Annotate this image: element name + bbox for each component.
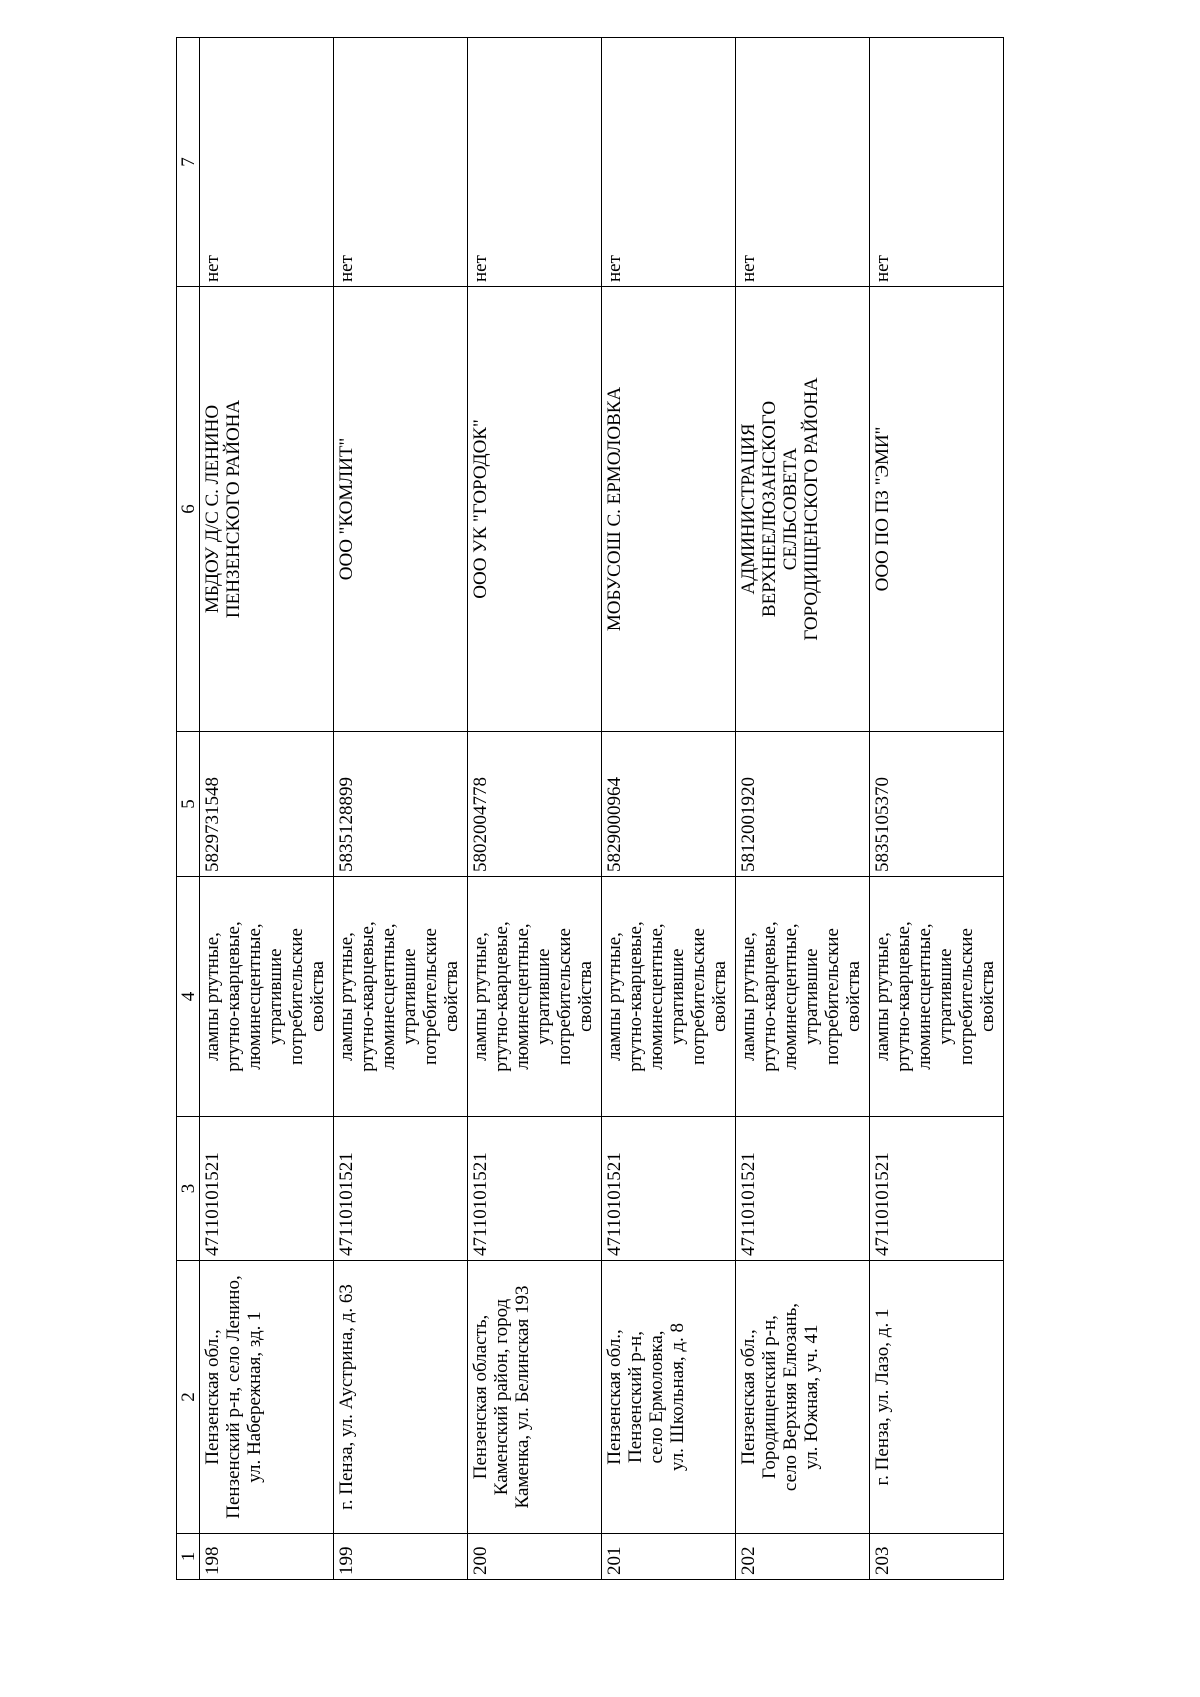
waste-name-cell: лампы ртутные, ртутно-кварцевые, люминесцентные, утратившие потребительские свойства [468, 877, 602, 1117]
row-number: 202 [736, 1534, 870, 1580]
organization-cell: ООО "КОМЛИТ" [334, 287, 468, 732]
waste-name-cell: лампы ртутные, ртутно-кварцевые, люминесцентные, утратившие потребительские свойства [736, 877, 870, 1117]
waste-code-cell: 47110101521 [602, 1117, 736, 1261]
organization-cell: ООО УК "ГОРОДОК" [468, 287, 602, 732]
organization-cell: ООО ПО ПЗ "ЭМИ" [870, 287, 1004, 732]
header-cell: 7 [177, 38, 200, 287]
table-row [870, 38, 1004, 1580]
col7-cell: нет [602, 38, 736, 287]
header-cell: 4 [177, 877, 200, 1117]
waste-code-cell: 47110101521 [200, 1117, 334, 1261]
header-cell: 3 [177, 1117, 200, 1261]
organization-cell: МБДОУ Д/С С. ЛЕНИНО ПЕНЗЕНСКОГО РАЙОНА [200, 287, 334, 732]
address-cell: г. Пенза, ул. Лазо, д. 1 [870, 1261, 1004, 1534]
inn-cell: 5812001920 [736, 732, 870, 877]
inn-cell: 5802004778 [468, 732, 602, 877]
table-row [736, 38, 870, 1580]
address-cell: Пензенская область, Каменский район, город Каменка, ул. Белинская 193 [468, 1261, 602, 1534]
inn-cell: 5835105370 [870, 732, 1004, 877]
inn-cell: 5829000964 [602, 732, 736, 877]
rotated-table-container [176, 38, 1004, 1580]
table-row [334, 38, 468, 1580]
header-cell: 2 [177, 1261, 200, 1534]
waste-code-cell: 47110101521 [468, 1117, 602, 1261]
address-cell: Пензенская обл., Пензенский р-н, село Ленино, ул. Набережная, зд. 1 [200, 1261, 334, 1534]
col7-cell: нет [200, 38, 334, 287]
table-row [468, 38, 602, 1580]
waste-name-cell: лампы ртутные, ртутно-кварцевые, люминесцентные, утратившие потребительские свойства [870, 877, 1004, 1117]
waste-name-cell: лампы ртутные, ртутно-кварцевые, люминесцентные, утратившие потребительские свойства [334, 877, 468, 1117]
header-cell: 6 [177, 287, 200, 732]
col7-cell: нет [468, 38, 602, 287]
header-cell: 1 [177, 1534, 200, 1580]
row-number: 199 [334, 1534, 468, 1580]
organization-cell: МОБУСОШ С. ЕРМОЛОВКА [602, 287, 736, 732]
row-number: 198 [200, 1534, 334, 1580]
row-number: 201 [602, 1534, 736, 1580]
inn-cell: 5835128899 [334, 732, 468, 877]
waste-name-cell: лампы ртутные, ртутно-кварцевые, люминесцентные, утратившие потребительские свойства [200, 877, 334, 1117]
header-cell: 5 [177, 732, 200, 877]
address-cell: Пензенская обл., Городищенский р-н, село Верхняя Елюзань, ул. Южная, уч. 41 [736, 1261, 870, 1534]
row-number: 200 [468, 1534, 602, 1580]
address-cell: г. Пенза, ул. Аустрина, д. 63 [334, 1261, 468, 1534]
waste-code-cell: 47110101521 [334, 1117, 468, 1261]
waste-name-cell: лампы ртутные, ртутно-кварцевые, люминесцентные, утратившие потребительские свойства [602, 877, 736, 1117]
organization-cell: АДМИНИСТРАЦИЯ ВЕРХНЕЕЛЮЗАНСКОГО СЕЛЬСОВЕТА ГОРОДИЩЕНСКОГО РАЙОНА [736, 287, 870, 732]
address-cell: Пензенская обл., Пензенский р-н, село Ермоловка, ул. Школьная, д. 8 [602, 1261, 736, 1534]
table-row [200, 38, 334, 1580]
waste-registry-table [176, 37, 1004, 1580]
waste-code-cell: 47110101521 [870, 1117, 1004, 1261]
col7-cell: нет [736, 38, 870, 287]
table-row [602, 38, 736, 1580]
row-number: 203 [870, 1534, 1004, 1580]
inn-cell: 5829731548 [200, 732, 334, 877]
waste-code-cell: 47110101521 [736, 1117, 870, 1261]
header-row [177, 38, 200, 1580]
col7-cell: нет [870, 38, 1004, 287]
col7-cell: нет [334, 38, 468, 287]
